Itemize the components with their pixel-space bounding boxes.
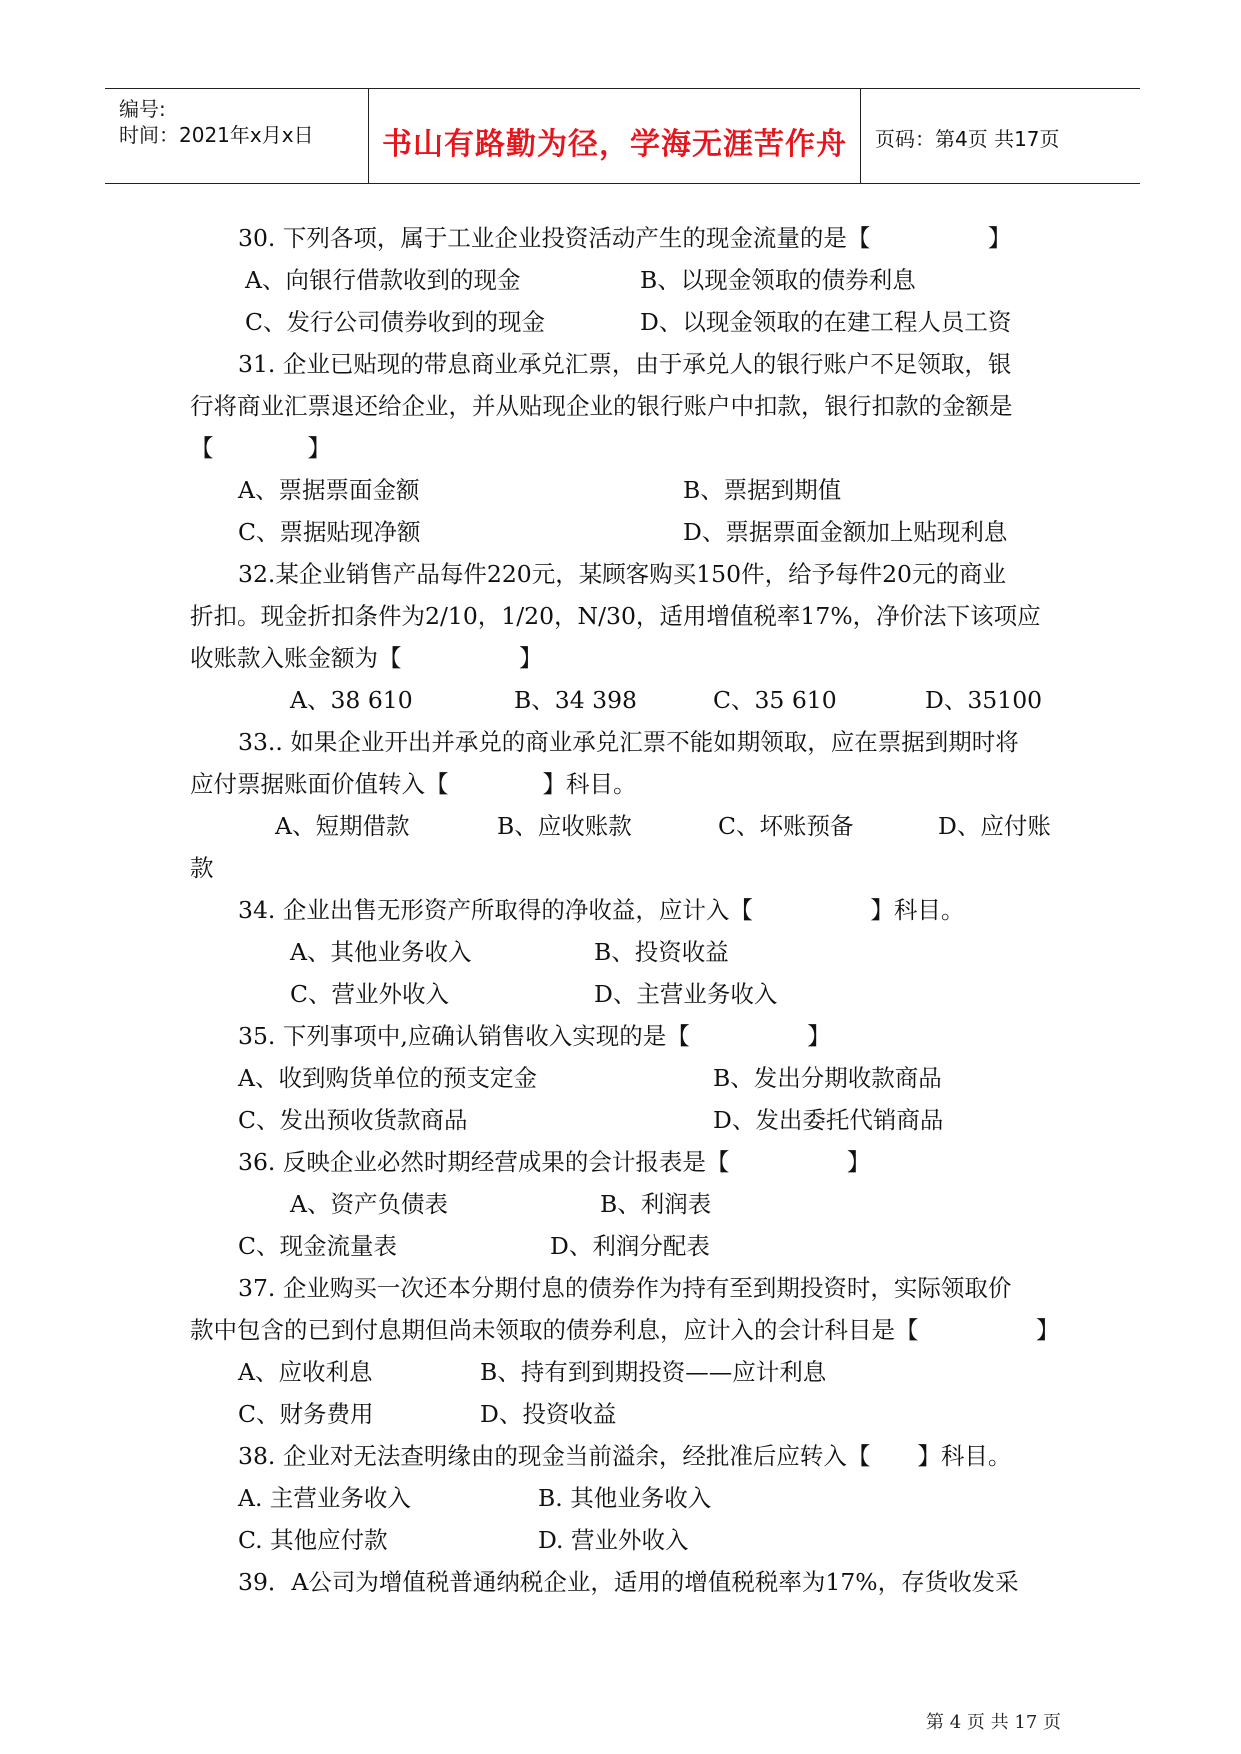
- question-32-line3: 收账款入账金额为【 】: [190, 644, 543, 672]
- header-motto-cell: [368, 89, 861, 183]
- option-30a: A、向银行借款收到的现金: [245, 266, 521, 294]
- option-31b: B、票据到期值: [683, 476, 842, 504]
- option-32a: A、38 610: [290, 686, 413, 714]
- option-31a: A、票据票面金额: [238, 476, 420, 504]
- question-34: 34. 企业出售无形资产所取得的净收益，应计入【 】科目。: [238, 896, 965, 924]
- question-31-line3: 【 】: [190, 434, 331, 462]
- option-37a: A、应收利息: [238, 1358, 373, 1386]
- header-right-cell: [861, 89, 1140, 183]
- option-35d: D、发出委托代销商品: [713, 1106, 944, 1134]
- option-33d: D、应付账: [938, 812, 1051, 840]
- question-35: 35. 下列事项中,应确认销售收入实现的是【 】: [238, 1022, 831, 1050]
- question-38: 38. 企业对无法查明缘由的现金当前溢余，经批准后应转入【 】科目。: [238, 1442, 1012, 1470]
- option-30b: B、以现金领取的债券利息: [640, 266, 916, 294]
- header-left-cell: [105, 89, 367, 183]
- question-33-line1: 33.. 如果企业开出并承兑的商业承兑汇票不能如期领取，应在票据到期时将: [238, 728, 1019, 756]
- option-34c: C、营业外收入: [290, 980, 449, 1008]
- option-38c: C. 其他应付款: [238, 1526, 388, 1554]
- option-31c: C、票据贴现净额: [238, 518, 421, 546]
- option-33d-wrap: 款: [190, 854, 214, 882]
- option-31d: D、票据票面金额加上贴现利息: [683, 518, 1008, 546]
- option-37c: C、财务费用: [238, 1400, 374, 1428]
- serial-label: 编号:: [119, 97, 166, 121]
- motto: 书山有路勤为径，学海无涯苦作舟: [382, 127, 847, 162]
- option-34b: B、投资收益: [594, 938, 729, 966]
- question-31-line1: 31. 企业已贴现的带息商业承兑汇票，由于承兑人的银行账户不足领取，银: [238, 350, 1012, 378]
- option-34d: D、主营业务收入: [594, 980, 778, 1008]
- question-36: 36. 反映企业必然时期经营成果的会计报表是【 】: [238, 1148, 871, 1176]
- option-35a: A、收到购货单位的预支定金: [238, 1064, 537, 1092]
- question-37-line1: 37. 企业购买一次还本分期付息的债券作为持有至到期投资时，实际领取价: [238, 1274, 1012, 1302]
- option-36b: B、利润表: [600, 1190, 712, 1218]
- option-33c: C、坏账预备: [718, 812, 854, 840]
- option-32c: C、35 610: [713, 686, 837, 714]
- option-30d: D、以现金领取的在建工程人员工资: [640, 308, 1012, 336]
- page-footer: 第 4 页 共 17 页: [926, 1712, 1061, 1733]
- option-32b: B、34 398: [514, 686, 637, 714]
- question-32-line1: 32.某企业销售产品每件220元，某顾客购买150件，给予每件20元的商业: [238, 560, 1006, 588]
- question-32-line2: 折扣。现金折扣条件为2/10，1/20，N/30，适用增值税率17%，净价法下该项应: [190, 602, 1041, 630]
- option-35b: B、发出分期收款商品: [713, 1064, 942, 1092]
- question-31-line2: 行将商业汇票退还给企业，并从贴现企业的银行账户中扣款，银行扣款的金额是: [190, 392, 1013, 420]
- question-39-line1: 39．A公司为增值税普通纳税企业，适用的增值税税率为17%，存货收发采: [238, 1568, 1019, 1596]
- question-30: 30. 下列各项，属于工业企业投资活动产生的现金流量的是【 】: [238, 224, 1012, 252]
- option-34a: A、其他业务收入: [290, 938, 472, 966]
- option-36a: A、资产负债表: [290, 1190, 448, 1218]
- page-code: 页码：第4页 共17页: [875, 127, 1060, 151]
- date-label: 时间：2021年x月x日: [119, 123, 314, 147]
- option-30c: C、发行公司债券收到的现金: [245, 308, 545, 336]
- option-35c: C、发出预收货款商品: [238, 1106, 468, 1134]
- option-33a: A、短期借款: [275, 812, 410, 840]
- option-38d: D. 营业外收入: [538, 1526, 689, 1554]
- question-33-line2: 应付票据账面价值转入【 】科目。: [190, 770, 637, 798]
- option-32d: D、35100: [925, 686, 1043, 714]
- option-36d: D、利润分配表: [550, 1232, 710, 1260]
- option-37b: B、持有到到期投资——应计利息: [480, 1358, 827, 1386]
- option-36c: C、现金流量表: [238, 1232, 397, 1260]
- option-33b: B、应收账款: [497, 812, 632, 840]
- option-38a: A. 主营业务收入: [238, 1484, 411, 1512]
- option-38b: B. 其他业务收入: [538, 1484, 712, 1512]
- question-37-line2: 款中包含的已到付息期但尚未领取的债券利息，应计入的会计科目是【 】: [190, 1316, 1060, 1344]
- page-header: [105, 88, 1140, 184]
- option-37d: D、投资收益: [480, 1400, 617, 1428]
